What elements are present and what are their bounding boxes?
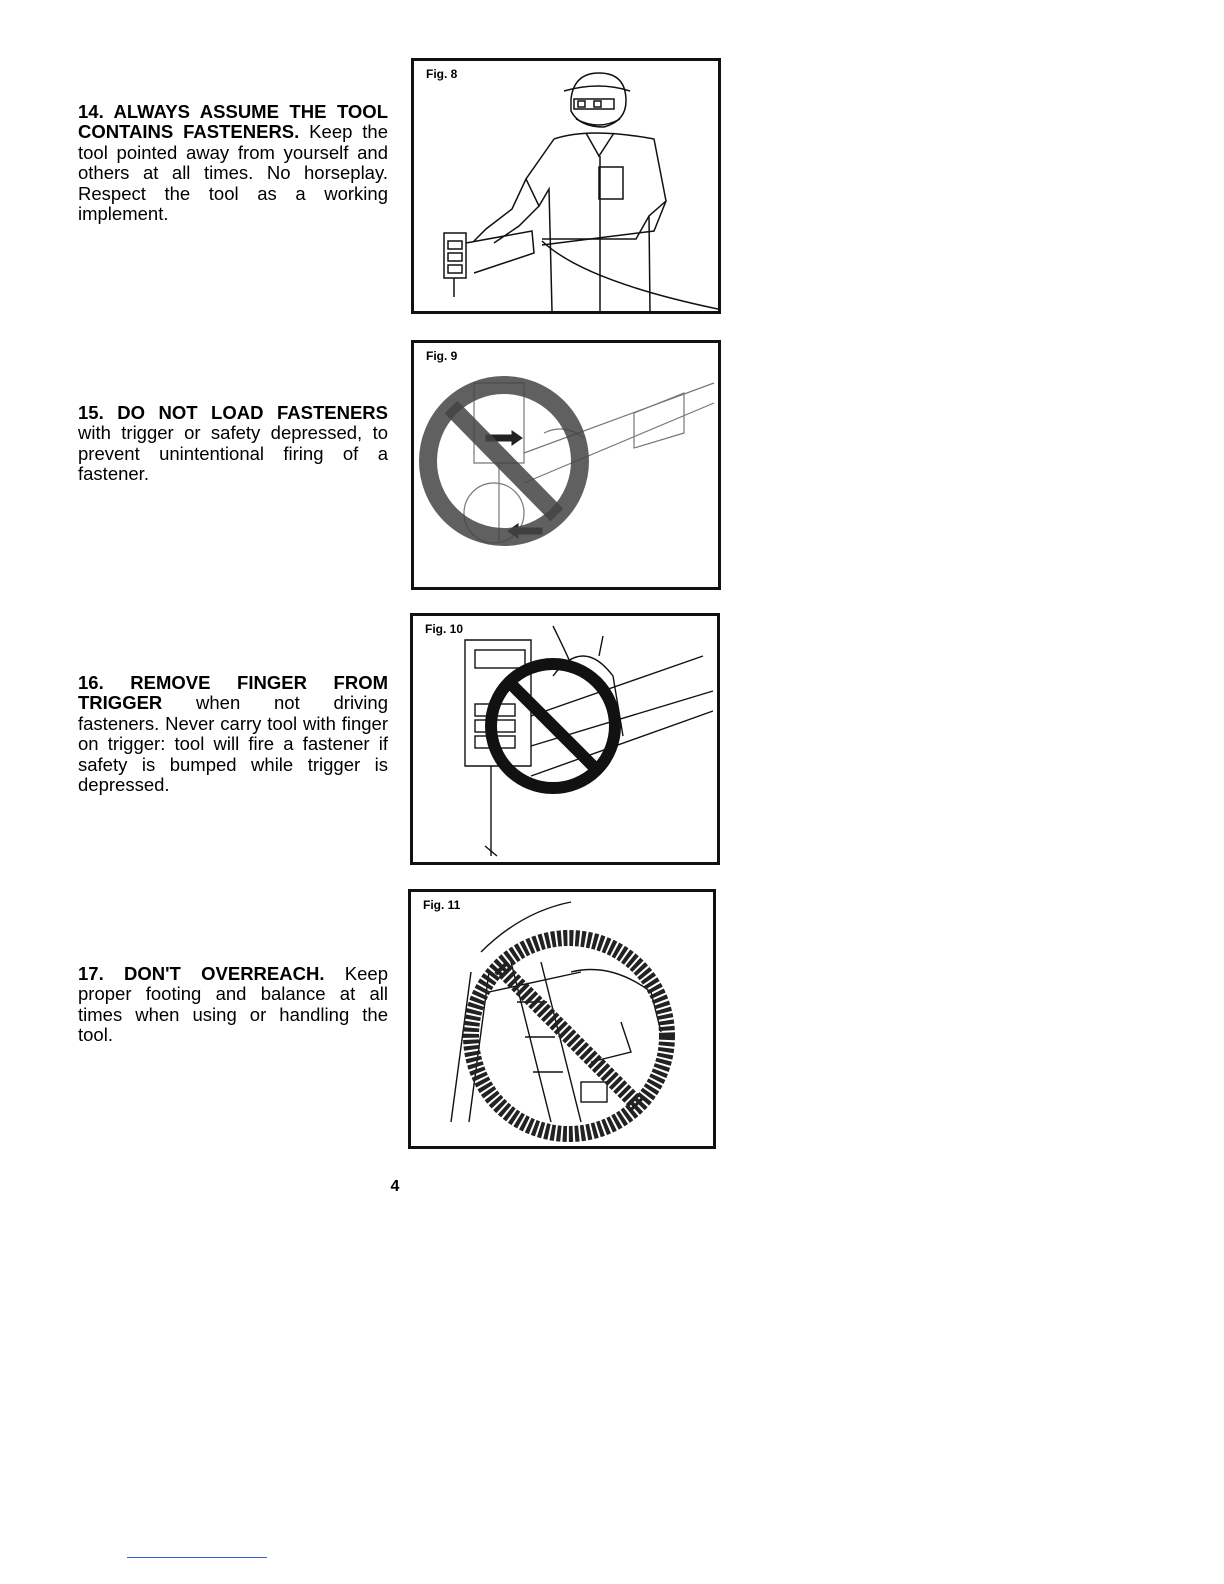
figure-label: Fig. 8 <box>426 67 458 81</box>
instruction-body: Keep the tool pointed away from yourself and others at all times. No horseplay. Respect the tool as a working implement. <box>78 121 388 225</box>
instruction-heading: 14. ALWAYS ASSUME THE TOOL CONTAINS FASTENERS. <box>78 101 388 143</box>
worker-with-nailer-illustration <box>414 61 718 311</box>
overreaching-ladder-illustration <box>411 892 713 1146</box>
figure-8 <box>411 58 721 314</box>
figure-label: Fig. 10 <box>425 622 464 636</box>
instruction-16 <box>78 673 388 795</box>
instruction-14 <box>78 102 388 224</box>
figure-9 <box>411 340 721 590</box>
figure-11 <box>408 889 716 1149</box>
page-number: 4 <box>390 1178 400 1195</box>
instruction-17 <box>78 964 388 1046</box>
instruction-heading: 15. DO NOT LOAD FASTENERS <box>78 402 388 423</box>
figure-10 <box>410 613 720 865</box>
instruction-15 <box>78 403 388 485</box>
finger-on-trigger-illustration <box>413 616 717 862</box>
instruction-heading: 16. REMOVE FINGER FROM TRIGGER <box>78 672 388 714</box>
divider <box>127 1557 267 1558</box>
loading-fasteners-illustration <box>414 343 718 587</box>
figure-label: Fig. 11 <box>423 898 461 912</box>
instruction-body: with trigger or safety depressed, to prevent unintentional firing of a fastener. <box>78 422 388 485</box>
instruction-body: when not driving fasteners. Never carry tool with finger on trigger: tool will fire a fastener if safety is bumped while trigger is depressed. <box>78 692 388 796</box>
figure-label: Fig. 9 <box>426 349 458 363</box>
instruction-body: Keep proper footing and balance at all times when using or handling the tool. <box>78 963 388 1046</box>
instruction-heading: 17. DON'T OVERREACH. <box>78 963 325 984</box>
